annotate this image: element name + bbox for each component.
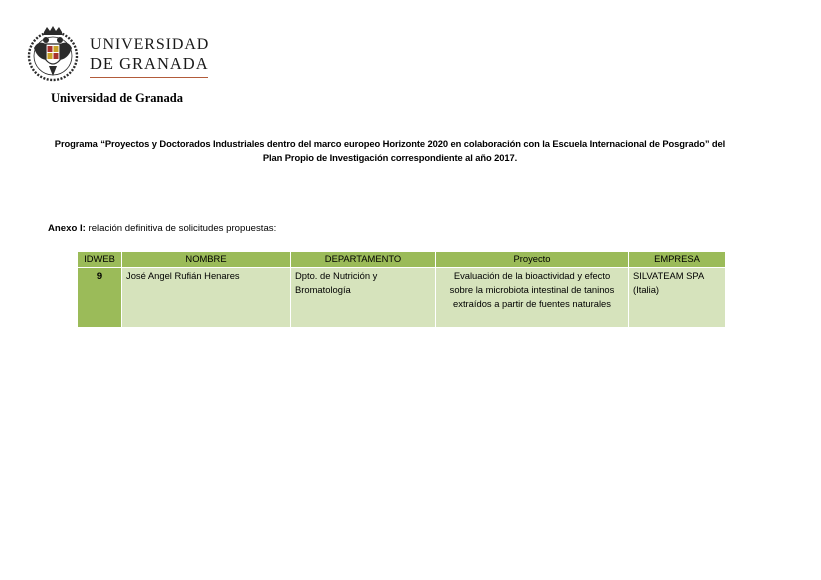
program-title-line2: Plan Propio de Investigación correspondiente al año 2017. bbox=[262, 152, 518, 163]
table-row bbox=[78, 268, 726, 328]
cell-proyecto: Evaluación de la bioactividad y efecto sobre la microbiota intestinal de taninos extraídos a partir de fuentes naturales bbox=[436, 268, 629, 328]
annex-heading bbox=[48, 223, 276, 234]
column-header-proyecto: Proyecto bbox=[436, 252, 629, 268]
program-title-line1: Programa “Proyectos y Doctorados Industriales dentro del marco europeo Horizonte 2020 en colaboración con la Escuela Internacional de Posgrado” del bbox=[54, 138, 726, 149]
cell-nombre: José Angel Rufián Henares bbox=[122, 268, 291, 328]
column-header-departamento: DEPARTAMENTO bbox=[291, 252, 436, 268]
table-header-row bbox=[78, 252, 726, 268]
applications-table bbox=[77, 251, 726, 328]
column-header-empresa: EMPRESA bbox=[629, 252, 726, 268]
logo-divider bbox=[90, 77, 208, 78]
program-title bbox=[12, 137, 768, 165]
column-header-idweb: IDWEB bbox=[78, 252, 122, 268]
cell-empresa: SILVATEAM SPA (Italia) bbox=[629, 268, 726, 328]
university-name: Universidad de Granada bbox=[51, 91, 183, 105]
university-crest-icon bbox=[24, 26, 82, 82]
annex-text: relación definitiva de solicitudes propuestas: bbox=[85, 223, 277, 234]
cell-idweb: 9 bbox=[78, 268, 122, 328]
logo-text-line1: UNIVERSIDAD bbox=[90, 36, 210, 53]
annex-label: Anexo I: bbox=[48, 223, 86, 234]
column-header-nombre: NOMBRE bbox=[122, 252, 291, 268]
university-logo bbox=[24, 26, 214, 82]
logo-text-line2: DE GRANADA bbox=[90, 54, 209, 73]
cell-departamento: Dpto. de Nutrición y Bromatología bbox=[291, 268, 436, 328]
